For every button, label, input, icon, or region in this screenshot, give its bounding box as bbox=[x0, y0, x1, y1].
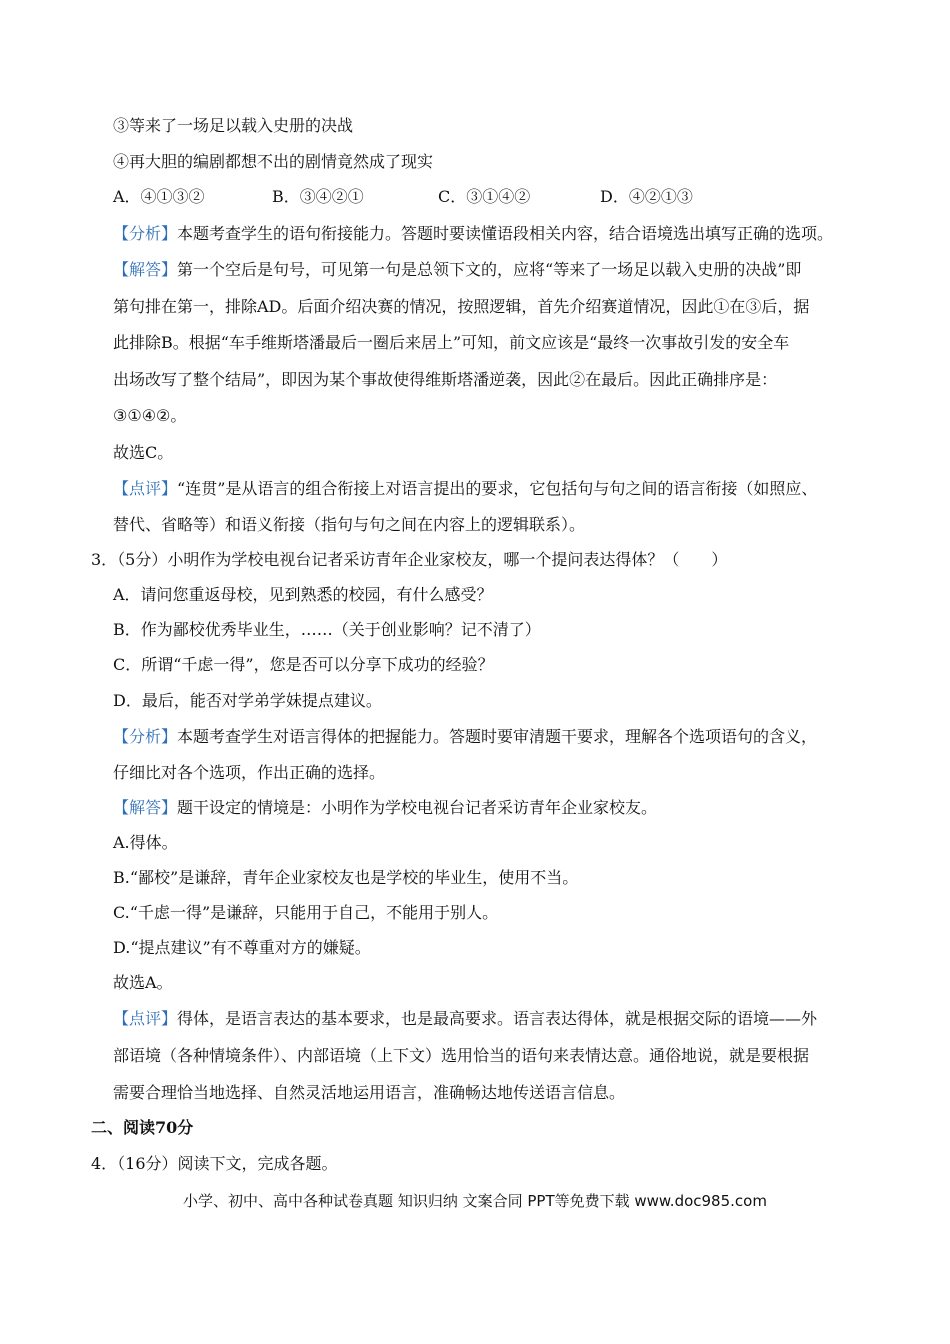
q3-comment bbox=[113, 1008, 817, 1030]
q3-answer bbox=[113, 797, 657, 819]
q2-option-b: B．③④②① bbox=[272, 187, 364, 206]
q2-answer-line: 故选C。 bbox=[113, 443, 174, 462]
q2-item-4: ④再大胆的编剧都想不出的剧情竟然成了现实 bbox=[113, 152, 434, 171]
analysis-tag: 【分析】 bbox=[113, 727, 178, 746]
answer-tag: 【解答】 bbox=[113, 798, 178, 817]
q2-item-3: ③等来了一场足以载入史册的决战 bbox=[113, 116, 354, 135]
q2-comment-line: 替代、省略等）和语义衔接（指句与句之间在内容上的逻辑联系）。 bbox=[113, 515, 586, 534]
q4-stem: 4．（16分）阅读下文，完成各题。 bbox=[91, 1154, 338, 1173]
q3-comment-line: 部语境（各种情境条件）、内部语境（上下文）选用恰当的语句来表情达意。通俗地说，就是要根据 bbox=[113, 1046, 810, 1065]
q2-answer-line: 第句排在第一，排除AD。后面介绍决赛的情况，按照逻辑，首先介绍赛道情况，因此①在③后，据 bbox=[113, 297, 810, 316]
page-footer: 小学、初中、高中各种试卷真题 知识归纳 文案合同 PPT等免费下载 www.doc985.com bbox=[183, 1192, 767, 1210]
q3-analysis bbox=[113, 726, 817, 748]
comment-tag: 【点评】 bbox=[113, 1009, 178, 1028]
q3-answer-line: D.“提点建议”有不尊重对方的嫌疑。 bbox=[113, 938, 371, 957]
analysis-text: 本题考查学生的语句衔接能力。答题时要读懂语段相关内容，结合语境选出填写正确的选项。 bbox=[177, 224, 834, 243]
q3-choice-b: B．作为鄙校优秀毕业生，……（关于创业影响？记不清了） bbox=[113, 620, 541, 639]
q3-answer-line: 故选A。 bbox=[113, 973, 173, 992]
analysis-text: 本题考查学生对语言得体的把握能力。答题时要审清题干要求，理解各个选项语句的含义， bbox=[177, 727, 818, 746]
q3-choice-c: C．所谓“千虑一得”，您是否可以分享下成功的经验？ bbox=[113, 655, 494, 674]
q3-comment-line: 需要合理恰当地选择、自然灵活地运用语言，准确畅达地传送语言信息。 bbox=[113, 1083, 626, 1102]
q2-answer-line: 此排除B。根据“车手维斯塔潘最后一圈后来居上”可知，前文应该是“最终一次事故引发的安全车 bbox=[113, 333, 790, 352]
answer-tag: 【解答】 bbox=[113, 260, 178, 279]
comment-text: “连贯”是从语言的组合衔接上对语言提出的要求，它包括句与句之间的语言衔接（如照应、 bbox=[177, 479, 818, 498]
comment-text: 得体，是语言表达的基本要求，也是最高要求。语言表达得体，就是根据交际的语境——外 bbox=[177, 1009, 818, 1028]
q3-stem: 3．（5分）小明作为学校电视台记者采访青年企业家校友，哪一个提问表达得体？（ ） bbox=[91, 550, 728, 569]
q2-answer-line: ③①④②。 bbox=[113, 406, 187, 425]
q3-analysis-line: 仔细比对各个选项，作出正确的选择。 bbox=[113, 763, 386, 782]
answer-text: 题干设定的情境是：小明作为学校电视台记者采访青年企业家校友。 bbox=[177, 798, 658, 817]
comment-tag: 【点评】 bbox=[113, 479, 178, 498]
q3-answer-line: C.“千虑一得”是谦辞，只能用于自己，不能用于别人。 bbox=[113, 903, 499, 922]
q2-option-d: D．④②①③ bbox=[600, 187, 693, 206]
q3-answer-line: B.“鄙校”是谦辞，青年企业家校友也是学校的毕业生，使用不当。 bbox=[113, 868, 579, 887]
q2-option-a: A．④①③② bbox=[113, 187, 205, 206]
q2-answer-line: 出场改写了整个结局”，即因为某个事故使得维斯塔潘逆袭，因此②在最后。因此正确排序是： bbox=[113, 370, 778, 389]
q2-option-c: C．③①④② bbox=[438, 187, 531, 206]
q3-choice-a: A．请问您重返母校，见到熟悉的校园，有什么感受？ bbox=[113, 585, 493, 604]
q2-answer-line bbox=[113, 259, 801, 281]
q3-answer-line: A.得体。 bbox=[113, 833, 178, 852]
q2-analysis bbox=[113, 223, 833, 245]
q3-choice-d: D．最后，能否对学弟学妹提点建议。 bbox=[113, 691, 382, 710]
analysis-tag: 【分析】 bbox=[113, 224, 178, 243]
answer-text: 第一个空后是句号，可见第一句是总领下文的，应将“等来了一场足以载入史册的决战”即 bbox=[177, 260, 802, 279]
q2-comment bbox=[113, 478, 817, 500]
section-heading: 二、阅读70分 bbox=[91, 1118, 194, 1137]
